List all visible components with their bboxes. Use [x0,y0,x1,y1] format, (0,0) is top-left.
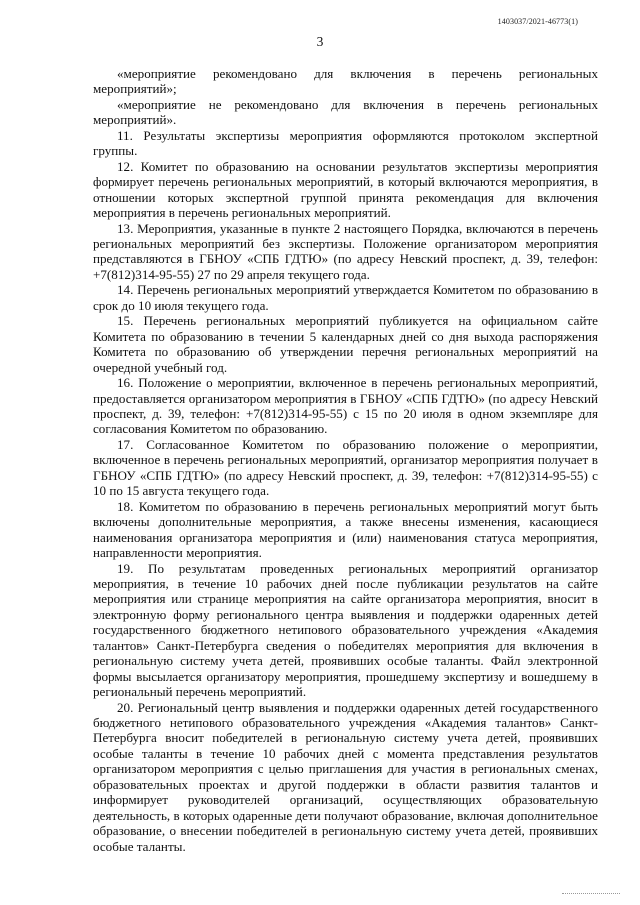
document-body [93,66,598,854]
paragraph-20: 20. Региональный центр выявления и поддержки одаренных детей государственного бюджетного нетипового образовательного учреждения «Академия талантов» Санкт-Петербурга вносит победителей в региональную систему учета детей, проявивших особые таланты в течение 10 рабочих дней с момента представления результатов организатором мероприятия с целью приглашения для участия в региональных сменах, образовательных проектах и другой поддержки в области развития талантов и информирует руководителей организаций, осуществляющих образовательную деятельность, в которых одаренные дети получают образование, включая дополнительное образование, о внесении победителей в региональную систему учета детей, проявивших особые таланты. [93,699,598,854]
paragraph-18: 18. Комитетом по образованию в перечень региональных мероприятий могут быть включены дополнительные мероприятия, а также внесены изменения, касающиеся наименования организатора мероприятия и (или) наименования статуса мероприятия, направленности мероприятия. [93,498,598,561]
paragraph-11: 11. Результаты экспертизы мероприятия оформляются протоколом экспертной группы. [93,127,598,159]
document-registration-number: 1403037/2021-46773(1) [497,17,578,26]
paragraph-17: 17. Согласованное Комитетом по образованию положение о мероприятии, включенное в перечень региональных мероприятий, организатор мероприятия получает в ГБНОУ «СПБ ГДТЮ» (по адресу Невский проспект, д. 39, телефон: +7(812)314-95-55) с 10 по 15 августа текущего года. [93,436,598,499]
paragraph-14: 14. Перечень региональных мероприятий утверждается Комитетом по образованию в срок до 10 июля текущего года. [93,282,598,313]
paragraph-13: 13. Мероприятия, указанные в пункте 2 настоящего Порядка, включаются в перечень региональных мероприятий без экспертизы. Положение организатором мероприятия представляются в ГБНОУ «СПБ ГДТЮ» (по адресу Невский проспект, д. 39, телефон: +7(812)314-95-55) 27 по 29 апреля текущего года. [93,220,598,282]
paragraph-quote-recommended: «мероприятие рекомендовано для включения в перечень региональных мероприятий»; [93,66,598,97]
scan-edge-mark [562,893,620,895]
paragraph-16: 16. Положение о мероприятии, включенное в перечень региональных мероприятий, предоставляется организатором мероприятия в ГБНОУ «СПБ ГДТЮ» (по адресу Невский проспект, д. 39, телефон: +7(812)314-95-55) с 15 по 20 июля в одном экземпляре для согласования Комитетом по образованию. [93,375,598,437]
paragraph-15: 15. Перечень региональных мероприятий публикуется на официальном сайте Комитета по образованию в течении 5 календарных дней со дня выхода распоряжения Комитета по образованию об утверждении перечня региональных мероприятий на очередной учебный год. [93,313,598,375]
page-number: 3 [316,34,324,49]
paragraph-12: 12. Комитет по образованию на основании результатов экспертизы мероприятия формирует перечень региональных мероприятий, в который включаются мероприятия, в отношении которых экспертной группой принята рекомендация для включения мероприятия в перечень региональных мероприятий. [93,158,598,221]
paragraph-quote-not-recommended: «мероприятие не рекомендовано для включения в перечень региональных мероприятий». [93,96,598,128]
paragraph-19: 19. По результатам проведенных региональных мероприятий организатор мероприятия, в течение 10 рабочих дней после публикации результатов на сайте мероприятия или странице мероприятия на сайте организатора мероприятия, вносит в электронную форму регионального центра выявления и поддержки одаренных детей государственного бюджетного нетипового образовательного учреждения «Академия талантов» Санкт-Петербурга сведения о победителях мероприятия для включения в региональную систему учета детей, проявивших особые таланты. Файл электронной формы высылается организатору мероприятия, прошедшему экспертизу и вошедшему в региональный перечень мероприятий. [93,560,598,700]
